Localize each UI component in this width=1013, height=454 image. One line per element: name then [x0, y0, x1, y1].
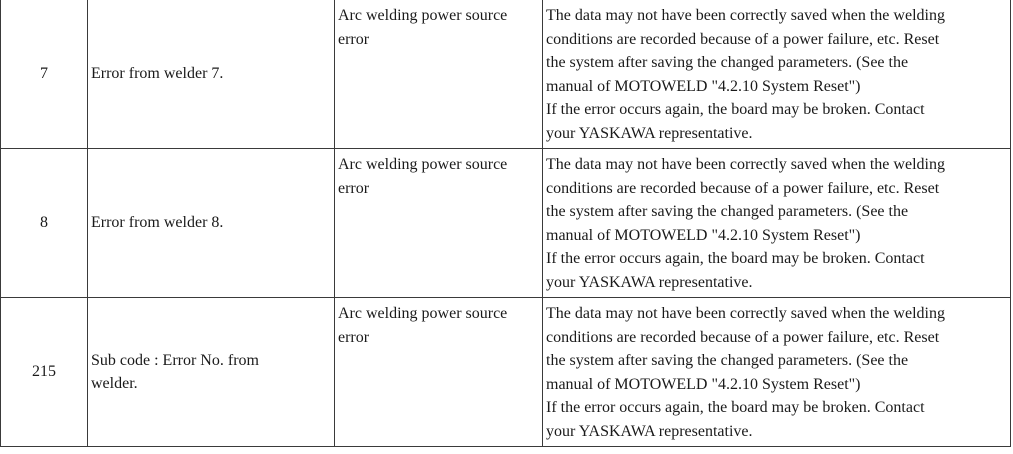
- cause-line: error: [338, 30, 370, 48]
- cause-cell: [335, 0, 543, 149]
- sub-code-cell: 8: [1, 149, 88, 298]
- remedy-line: your YASKAWA representative.: [546, 124, 753, 142]
- remedy-line: The data may not have been correctly saved when the welding: [546, 156, 945, 173]
- cause-line: Arc welding power source: [338, 156, 508, 173]
- sub-code-cell: 7: [1, 0, 88, 149]
- remedy-line: conditions are recorded because of a power failure, etc. Reset: [546, 179, 940, 197]
- remedy-line: the system after saving the changed parameters. (See the: [546, 54, 909, 71]
- remedy-line: If the error occurs again, the board may be broken. Contact: [546, 250, 925, 267]
- table-row: [1, 149, 1011, 298]
- remedy-cell: [543, 298, 1011, 447]
- remedy-line: your YASKAWA representative.: [546, 422, 753, 440]
- remedy-cell: [543, 149, 1011, 298]
- table-row: [1, 298, 1011, 447]
- remedy-line: conditions are recorded because of a power failure, etc. Reset: [546, 328, 940, 346]
- remedy-line: the system after saving the changed parameters. (See the: [546, 352, 909, 369]
- meaning-line: Sub code : Error No. from: [91, 351, 259, 369]
- meaning-cell: [88, 149, 335, 298]
- cause-line: Arc welding power source: [338, 305, 508, 322]
- sub-code-cell: 215: [1, 298, 88, 447]
- meaning-line: Error from welder 8.: [91, 214, 224, 232]
- remedy-line: manual of MOTOWELD "4.2.10 System Reset"): [546, 77, 861, 95]
- cause-cell: [335, 149, 543, 298]
- meaning-cell: [88, 298, 335, 447]
- table-row: [1, 0, 1011, 149]
- remedy-cell: [543, 0, 1011, 149]
- remedy-line: the system after saving the changed parameters. (See the: [546, 203, 909, 220]
- cause-cell: [335, 298, 543, 447]
- cause-line: error: [338, 179, 370, 197]
- remedy-line: conditions are recorded because of a power failure, etc. Reset: [546, 30, 940, 48]
- remedy-line: manual of MOTOWELD "4.2.10 System Reset"): [546, 226, 861, 244]
- cause-line: error: [338, 328, 370, 346]
- remedy-line: If the error occurs again, the board may be broken. Contact: [546, 101, 925, 118]
- remedy-line: If the error occurs again, the board may be broken. Contact: [546, 399, 925, 416]
- meaning-line: Error from welder 7.: [91, 65, 224, 83]
- cause-line: Arc welding power source: [338, 7, 508, 24]
- remedy-line: your YASKAWA representative.: [546, 273, 753, 291]
- remedy-line: The data may not have been correctly saved when the welding: [546, 305, 945, 322]
- meaning-line: welder.: [91, 375, 138, 392]
- meaning-cell: [88, 0, 335, 149]
- remedy-line: The data may not have been correctly saved when the welding: [546, 7, 945, 24]
- remedy-line: manual of MOTOWELD "4.2.10 System Reset"): [546, 375, 861, 393]
